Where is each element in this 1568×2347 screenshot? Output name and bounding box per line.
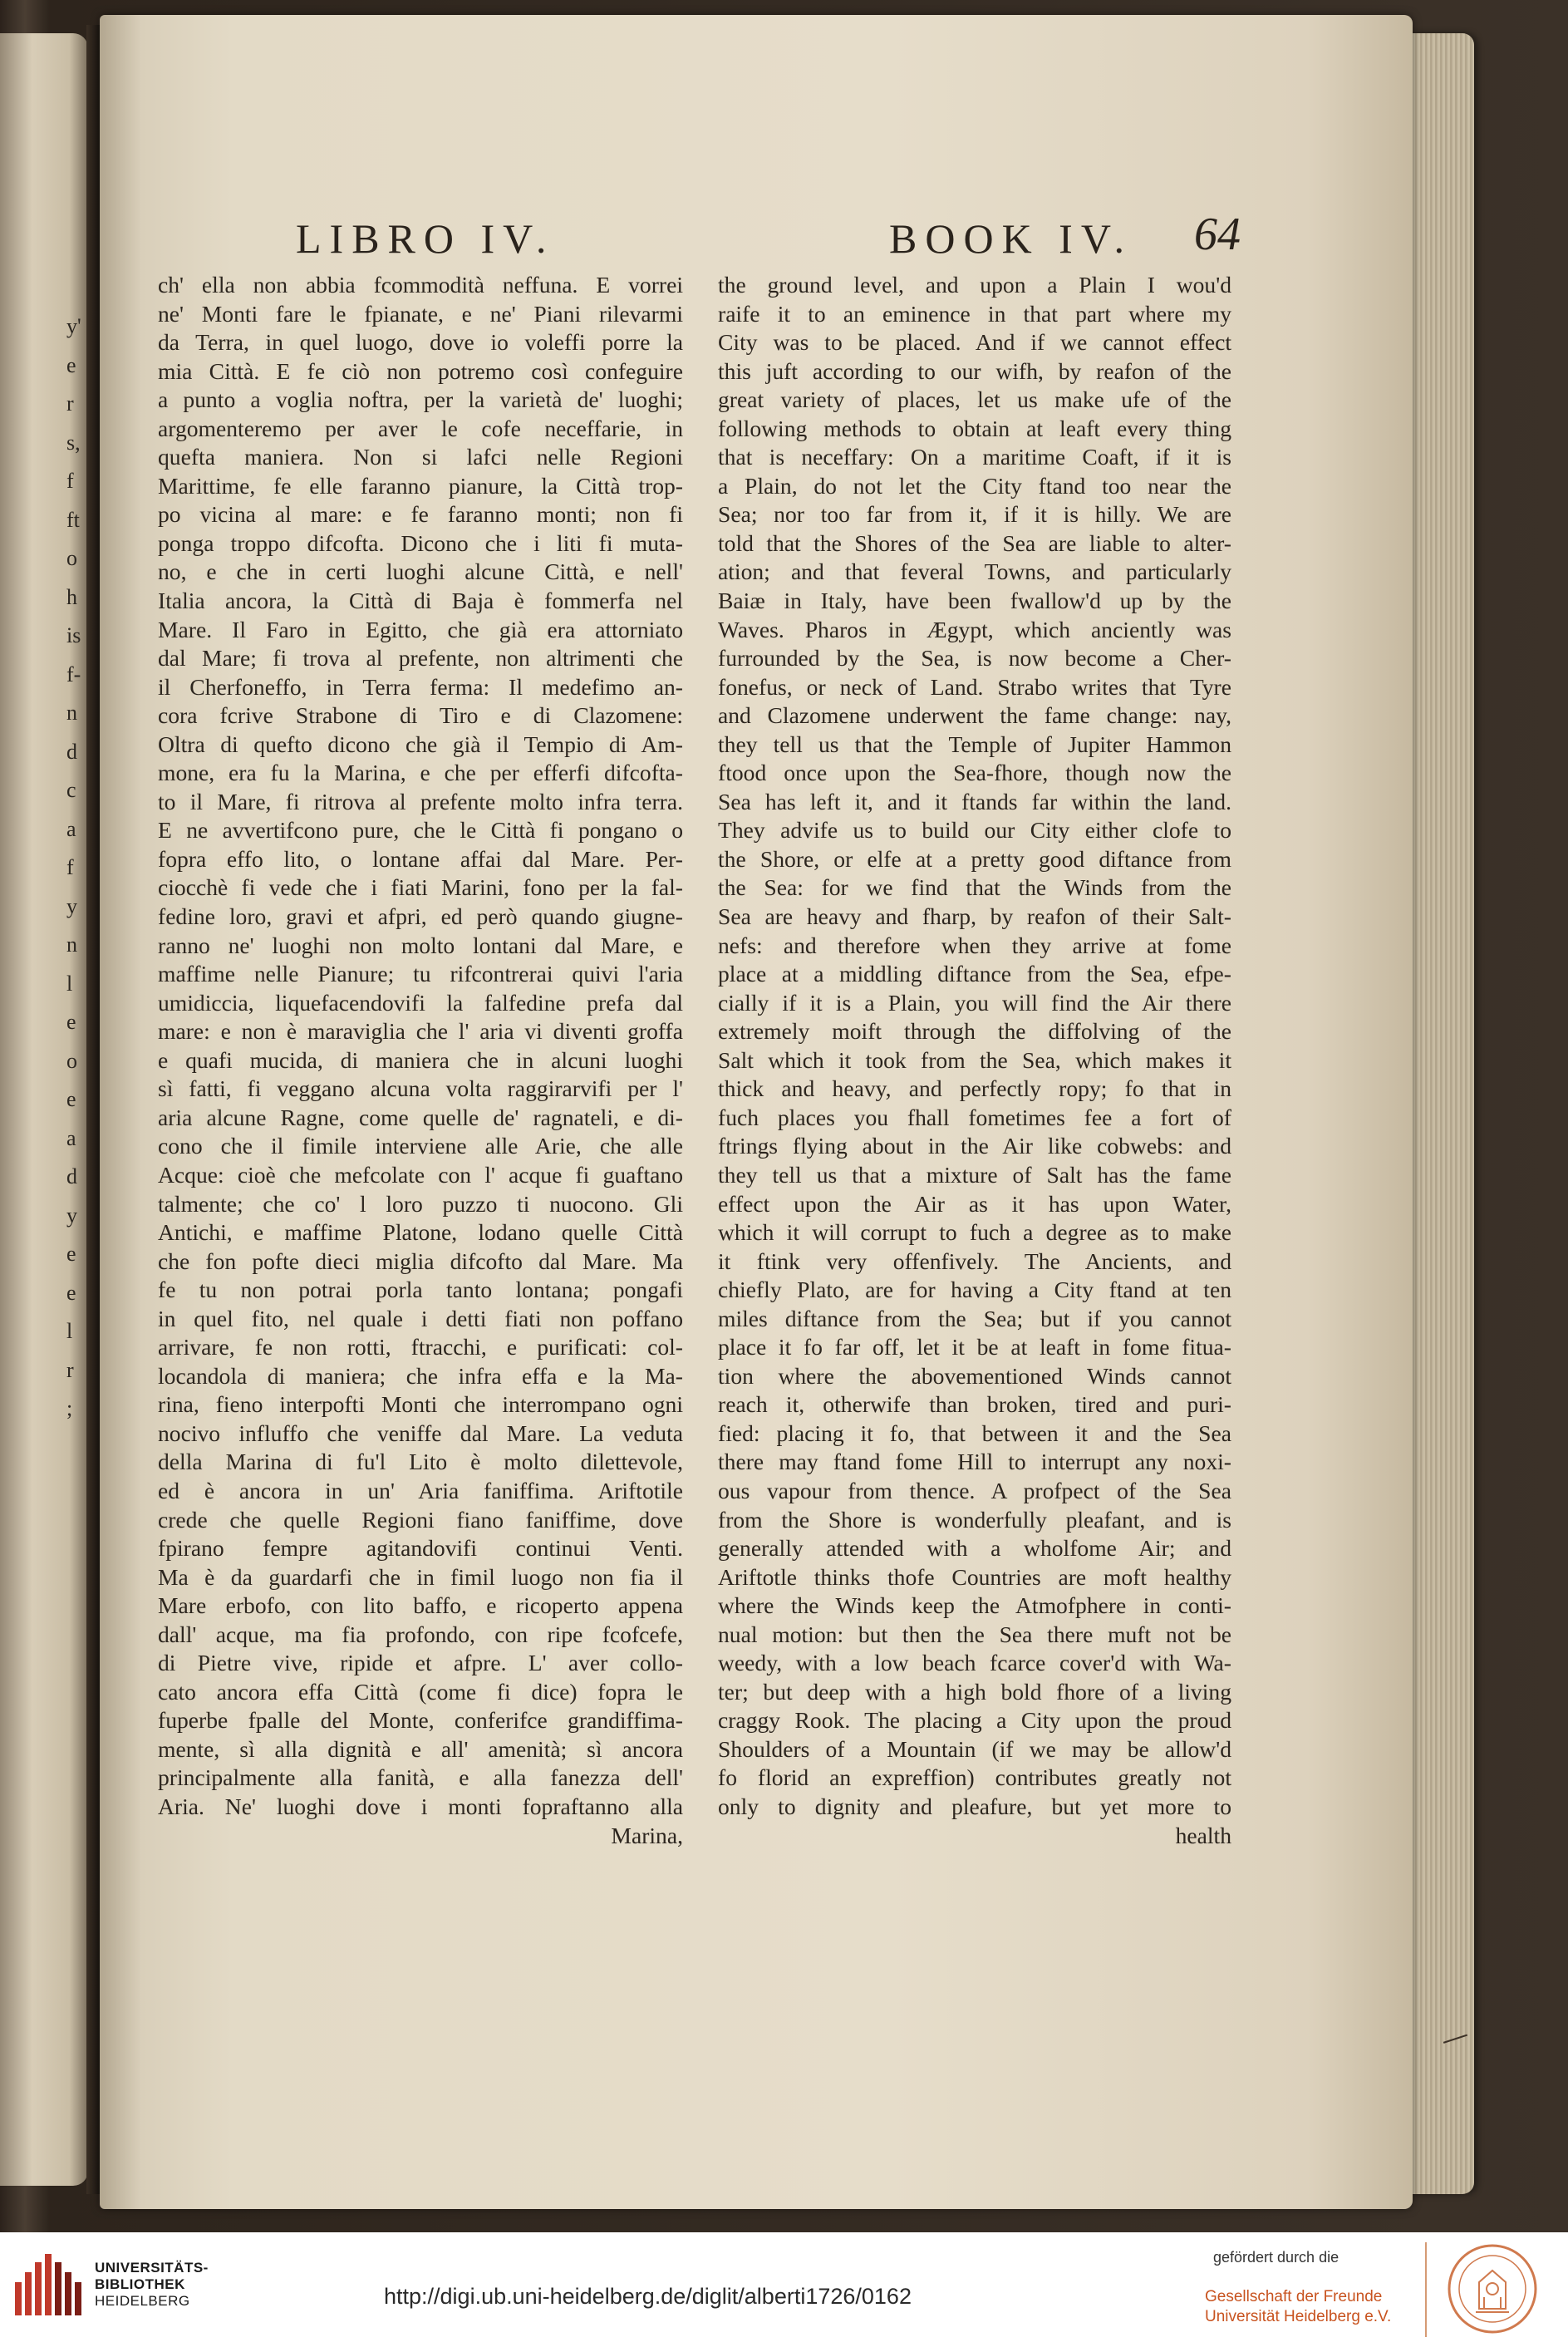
text-line: great variety of places, let us make ufe of the xyxy=(718,386,1231,413)
edge-char: d xyxy=(66,739,77,764)
edge-char: y xyxy=(66,893,77,918)
text-line: ciocchè fi vede che i fiati Marini, fono per la fal- xyxy=(158,874,683,901)
left-page-cropped-text xyxy=(66,308,83,1637)
text-line: che fon pofte dieci miglia difcofto dal Mare. Ma xyxy=(158,1247,683,1274)
text-line: ous vapour from thence. A profpect of the Sea xyxy=(718,1477,1231,1503)
funded-by-label: gefördert durch die xyxy=(1213,2249,1339,2266)
text-line: rina, fieno interpofti Monti che interrompano ogni xyxy=(158,1391,683,1418)
text-line: tion where the abovementioned Winds cannot xyxy=(718,1362,1231,1389)
text-line: which it will corrupt to fuch a degree as to make xyxy=(718,1219,1231,1246)
edge-char: f xyxy=(66,469,74,493)
text-line: no, e che in certi luoghi alcune Città, e nell' xyxy=(158,558,683,585)
edge-char: e xyxy=(66,352,76,377)
text-line: Waves. Pharos in Ægypt, which anciently was xyxy=(718,616,1231,642)
text-line: it ftink very offenfively. The Ancients, and xyxy=(718,1247,1231,1274)
text-line: cora fcrive Strabone di Tiro e di Clazomene: xyxy=(158,702,683,729)
text-line: fedine loro, gravi et afpri, ed però quando giugne- xyxy=(158,903,683,930)
funder-name-line2: Universität Heidelberg e.V. xyxy=(1205,2308,1392,2325)
text-line: place it fo far off, let it be at leaft in fome fitua- xyxy=(718,1334,1231,1360)
edge-char: h xyxy=(66,584,77,609)
edge-char: r xyxy=(66,1357,74,1382)
edge-char: o xyxy=(66,1048,77,1073)
text-line: cially if it is a Plain, you will find the Air there xyxy=(718,989,1231,1016)
library-name xyxy=(95,2260,209,2310)
text-line: ftrings flying about in the Air like cobwebs: and xyxy=(718,1133,1231,1159)
catchword: Marina, xyxy=(611,1822,683,1848)
text-line: reach it, otherwife than broken, tired and puri- xyxy=(718,1391,1231,1418)
text-line: the Sea: for we find that the Winds from the xyxy=(718,874,1231,901)
edge-char: l xyxy=(66,971,73,996)
text-line: cono che il fimile interviene alle Arie, che alle xyxy=(158,1133,683,1159)
text-line: furrounded by the Sea, is now become a Cher- xyxy=(718,645,1231,672)
edge-char: s, xyxy=(66,430,81,455)
text-line: Shoulders of a Mountain (if we may be allow'd xyxy=(718,1735,1231,1762)
text-line: ation; and that feveral Towns, and particularly xyxy=(718,558,1231,585)
text-line: ch' ella non abbia fcommodità neffuna. E vorrei xyxy=(158,272,683,298)
text-line: to il Mare, fi ritrova al prefente molto infra terra. xyxy=(158,788,683,814)
edge-char: ; xyxy=(66,1396,73,1420)
catchword: health xyxy=(1175,1822,1231,1848)
text-line: from the Shore is wonderfully pleafant, and is xyxy=(718,1506,1231,1533)
edge-char: c xyxy=(66,778,76,802)
text-line: where the Winds keep the Atmofphere in conti- xyxy=(718,1592,1231,1619)
edge-char: e xyxy=(66,1280,76,1305)
edge-char: y xyxy=(66,1203,77,1228)
text-line: Aria. Ne' luoghi dove i monti fopraftanno alla xyxy=(158,1793,683,1819)
edge-char: is xyxy=(66,623,81,647)
edge-char: f xyxy=(66,855,74,879)
permalink-url[interactable]: http://digi.ub.uni-heidelberg.de/diglit/alberti1726/0162 xyxy=(384,2284,912,2309)
text-line: arrivare, fe non rotti, ftracchi, e purificati: col- xyxy=(158,1334,683,1360)
page-fore-edge xyxy=(1408,33,1474,2194)
text-line: nefs: and therefore when they arrive at fome xyxy=(718,932,1231,958)
text-line: mone, era fu la Marina, e che per efferfi difcofta- xyxy=(158,760,683,786)
text-line: Mare erbofo, con lito baffo, e ricoperto appena xyxy=(158,1592,683,1619)
text-line: Salt which it took from the Sea, which makes it xyxy=(718,1046,1231,1073)
text-line: dall' acque, ma fia profondo, con ripe fcofcefe, xyxy=(158,1621,683,1647)
text-line: Oltra di quefto dicono che già il Tempio di Am- xyxy=(158,731,683,757)
text-line: ter; but deep with a high bold fhore of a living xyxy=(718,1678,1231,1705)
text-line: ed è ancora in un' Aria faniffima. Ariftotile xyxy=(158,1477,683,1503)
text-line: extremely moift through the diffolving of the xyxy=(718,1018,1231,1045)
text-line: thick and heavy, and perfectly ropy; fo that in xyxy=(718,1075,1231,1102)
text-line: sì fatti, fi veggano alcuna volta raggirarvifi per l' xyxy=(158,1075,683,1102)
text-line: argomenteremo per aver le cofe neceffarie, in xyxy=(158,415,683,441)
text-line: fo florid an expreffion) contributes greatly not xyxy=(718,1764,1231,1791)
text-line: umidiccia, liquefacendovifi la falfedine prefa dal xyxy=(158,989,683,1016)
footer-bar xyxy=(0,2232,1568,2347)
text-line: Ariftotle thinks thofe Countries are moft healthy xyxy=(718,1563,1231,1590)
text-line: they tell us that a mixture of Salt has the fame xyxy=(718,1161,1231,1188)
text-line: Italia ancora, la Città di Baja è fommerfa nel xyxy=(158,588,683,614)
text-line: ranno ne' luoghi non molto lontani dal Mare, e xyxy=(158,932,683,958)
university-library-logo-icon xyxy=(12,2249,86,2324)
text-line: maffime nelle Pianure; tu rifcontrerai quivi l'aria xyxy=(158,961,683,987)
text-line: nual motion: but then the Sea there muft not be xyxy=(718,1621,1231,1647)
edge-char: a xyxy=(66,816,76,841)
text-line: told that the Shores of the Sea are liable to alter- xyxy=(718,529,1231,556)
text-line: dal Mare; fi trova al prefente, non altrimenti che xyxy=(158,645,683,672)
text-line: the ground level, and upon a Plain I wou'd xyxy=(718,272,1231,298)
text-line: fuch places you fhall fometimes fee a fort of xyxy=(718,1104,1231,1130)
text-line: fopra effo lito, o lontane affai dal Mare. Per- xyxy=(158,845,683,872)
edge-char: e xyxy=(66,1242,76,1266)
text-line: place at a middling diftance from the Sea, efpe- xyxy=(718,961,1231,987)
text-line: Sea are heavy and fharp, by reafon of their Salt- xyxy=(718,903,1231,930)
text-line: a punto a voglia noftra, per la varietà de' luoghi; xyxy=(158,386,683,413)
text-line: the Shore, or elfe at a pretty good diftance from xyxy=(718,845,1231,872)
text-line: talmente; che co' l loro puzzo ti nuocono. Gli xyxy=(158,1190,683,1217)
edge-char: l xyxy=(66,1319,73,1343)
text-line: il Cherfoneffo, in Terra ferma: Il medefimo an- xyxy=(158,673,683,700)
edge-char: e xyxy=(66,1010,76,1034)
edge-char: o xyxy=(66,546,77,570)
text-line: Sea; nor too far from it, if it is hilly. We are xyxy=(718,501,1231,528)
text-line: E ne avvertifcono pure, che le Città fi pongano o xyxy=(158,817,683,844)
running-head-italian: LIBRO IV. xyxy=(296,215,555,262)
text-line: mia Città. E fe ciò non potremo così confeguire xyxy=(158,357,683,384)
footer-divider xyxy=(1425,2242,1427,2337)
text-line: effect upon the Air as it has upon Water, xyxy=(718,1190,1231,1217)
edge-char: n xyxy=(66,932,77,957)
edge-char: f- xyxy=(66,662,81,686)
library-name-line2: BIBLIOTHEK xyxy=(95,2276,185,2292)
text-line: Ma è da guardarfi che in fimil luogo non fia il xyxy=(158,1563,683,1590)
text-line: a Plain, do not let the City ftand too near the xyxy=(718,472,1231,499)
text-line: fpirano fempre agitandovifi continui Venti. xyxy=(158,1535,683,1562)
italian-text-column xyxy=(158,271,683,1850)
text-line: ponga troppo difcofta. Dicono che i liti fi muta- xyxy=(158,529,683,556)
text-line: chiefly Plato, are for having a City ftand at ten xyxy=(718,1277,1231,1303)
text-line: fonefus, or neck of Land. Strabo writes that Tyre xyxy=(718,673,1231,700)
text-line: quefta maniera. Non si lafci nelle Regioni xyxy=(158,444,683,470)
page-number: 64 xyxy=(1194,209,1241,260)
text-line: that is neceffary: On a maritime Coaft, if it is xyxy=(718,444,1231,470)
text-line: aria alcune Ragne, come quelle de' ragnateli, e di- xyxy=(158,1104,683,1130)
edge-char: a xyxy=(66,1125,76,1150)
text-line: da Terra, in quel luogo, dove io voleffi porre la xyxy=(158,329,683,356)
text-line: cato ancora effa Città (come fi dice) fopra le xyxy=(158,1678,683,1705)
text-line: miles diftance from the Sea; but if you cannot xyxy=(718,1305,1231,1331)
text-line: only to dignity and pleafure, but yet more to xyxy=(718,1793,1231,1819)
text-line: They advife us to build our City either clofe to xyxy=(718,817,1231,844)
text-line: weedy, with a low beach fcarce cover'd with Wa- xyxy=(718,1650,1231,1676)
edge-char: y' xyxy=(66,314,81,338)
text-line: craggy Rook. The placing a City upon the proud xyxy=(718,1707,1231,1734)
edge-char: e xyxy=(66,1087,76,1111)
text-line: raife it to an eminence in that part where my xyxy=(718,300,1231,327)
funder-name-line1: Gesellschaft der Freunde xyxy=(1205,2288,1383,2305)
text-line: Baiæ in Italy, have been fwallow'd up by the xyxy=(718,588,1231,614)
text-line: di Pietre vive, ripide et afpre. L' aver collo- xyxy=(158,1650,683,1676)
text-line: della Marina di fu'l Lito è molto dilettevole, xyxy=(158,1449,683,1475)
text-line: locandola di maniera; che infra effa e la Ma- xyxy=(158,1362,683,1389)
left-page-edge xyxy=(0,33,88,2186)
text-line: ne' Monti fare le fpianate, e ne' Piani rilevarmi xyxy=(158,300,683,327)
text-line: in quel fito, nel quale i detti fiati non poffano xyxy=(158,1305,683,1331)
text-line: fied: placing it fo, that between it and the Sea xyxy=(718,1420,1231,1446)
text-line: generally attended with a wholfome Air; and xyxy=(718,1535,1231,1562)
text-line: Marittime, fe elle faranno pianure, la Città trop- xyxy=(158,472,683,499)
edge-char: r xyxy=(66,391,74,416)
text-line: principalmente alla fanità, e alla fanezza dell' xyxy=(158,1764,683,1791)
text-line: crede che quelle Regioni fiano faniffime, dove xyxy=(158,1506,683,1533)
text-line: Sea has left it, and it ftands far within the land. xyxy=(718,788,1231,814)
text-line: ftood once upon the Sea-fhore, though now the xyxy=(718,760,1231,786)
text-line: mare: e non è maraviglia che l' aria vi diventi groffa xyxy=(158,1018,683,1045)
edge-char: n xyxy=(66,701,77,725)
text-line: City was to be placed. And if we cannot effect xyxy=(718,329,1231,356)
text-line: they tell us that the Temple of Jupiter Hammon xyxy=(718,731,1231,757)
library-name-line1: UNIVERSITÄTS- xyxy=(95,2260,209,2276)
text-line: fe tu non potrai porla tanto lontana; pongafi xyxy=(158,1277,683,1303)
university-seal-icon xyxy=(1446,2242,1539,2335)
text-line: following methods to obtain at leaft every thing xyxy=(718,415,1231,441)
funder-name xyxy=(1205,2287,1391,2327)
english-text-column xyxy=(718,271,1231,1850)
text-line: nocivo influffo che veniffe dal Mare. La veduta xyxy=(158,1420,683,1446)
text-line: Mare. Il Faro in Egitto, che già era attorniato xyxy=(158,616,683,642)
text-line: Antichi, e maffime Platone, lodano quelle Città xyxy=(158,1219,683,1246)
edge-char: ft xyxy=(66,507,80,532)
text-line: e quafi mucida, di maniera che in alcuni luoghi xyxy=(158,1046,683,1073)
text-line: fuperbe fpalle del Monte, conferifce grandiffima- xyxy=(158,1707,683,1734)
text-line: mente, sì alla dignità e all' amenità; sì ancora xyxy=(158,1735,683,1762)
edge-char: d xyxy=(66,1164,77,1188)
text-line: there may ftand fome Hill to interrupt any noxi- xyxy=(718,1449,1231,1475)
text-line: this juft according to our wifh, by reafon of the xyxy=(718,357,1231,384)
running-head-english: BOOK IV. xyxy=(889,215,1133,262)
text-line: and Clazomene underwent the fame change: nay, xyxy=(718,702,1231,729)
text-line: po vicina al mare: e fe faranno monti; non fi xyxy=(158,501,683,528)
library-name-line3: HEIDELBERG xyxy=(95,2293,190,2309)
text-line: Acque: cioè che mefcolate con l' acque fi guaftano xyxy=(158,1161,683,1188)
